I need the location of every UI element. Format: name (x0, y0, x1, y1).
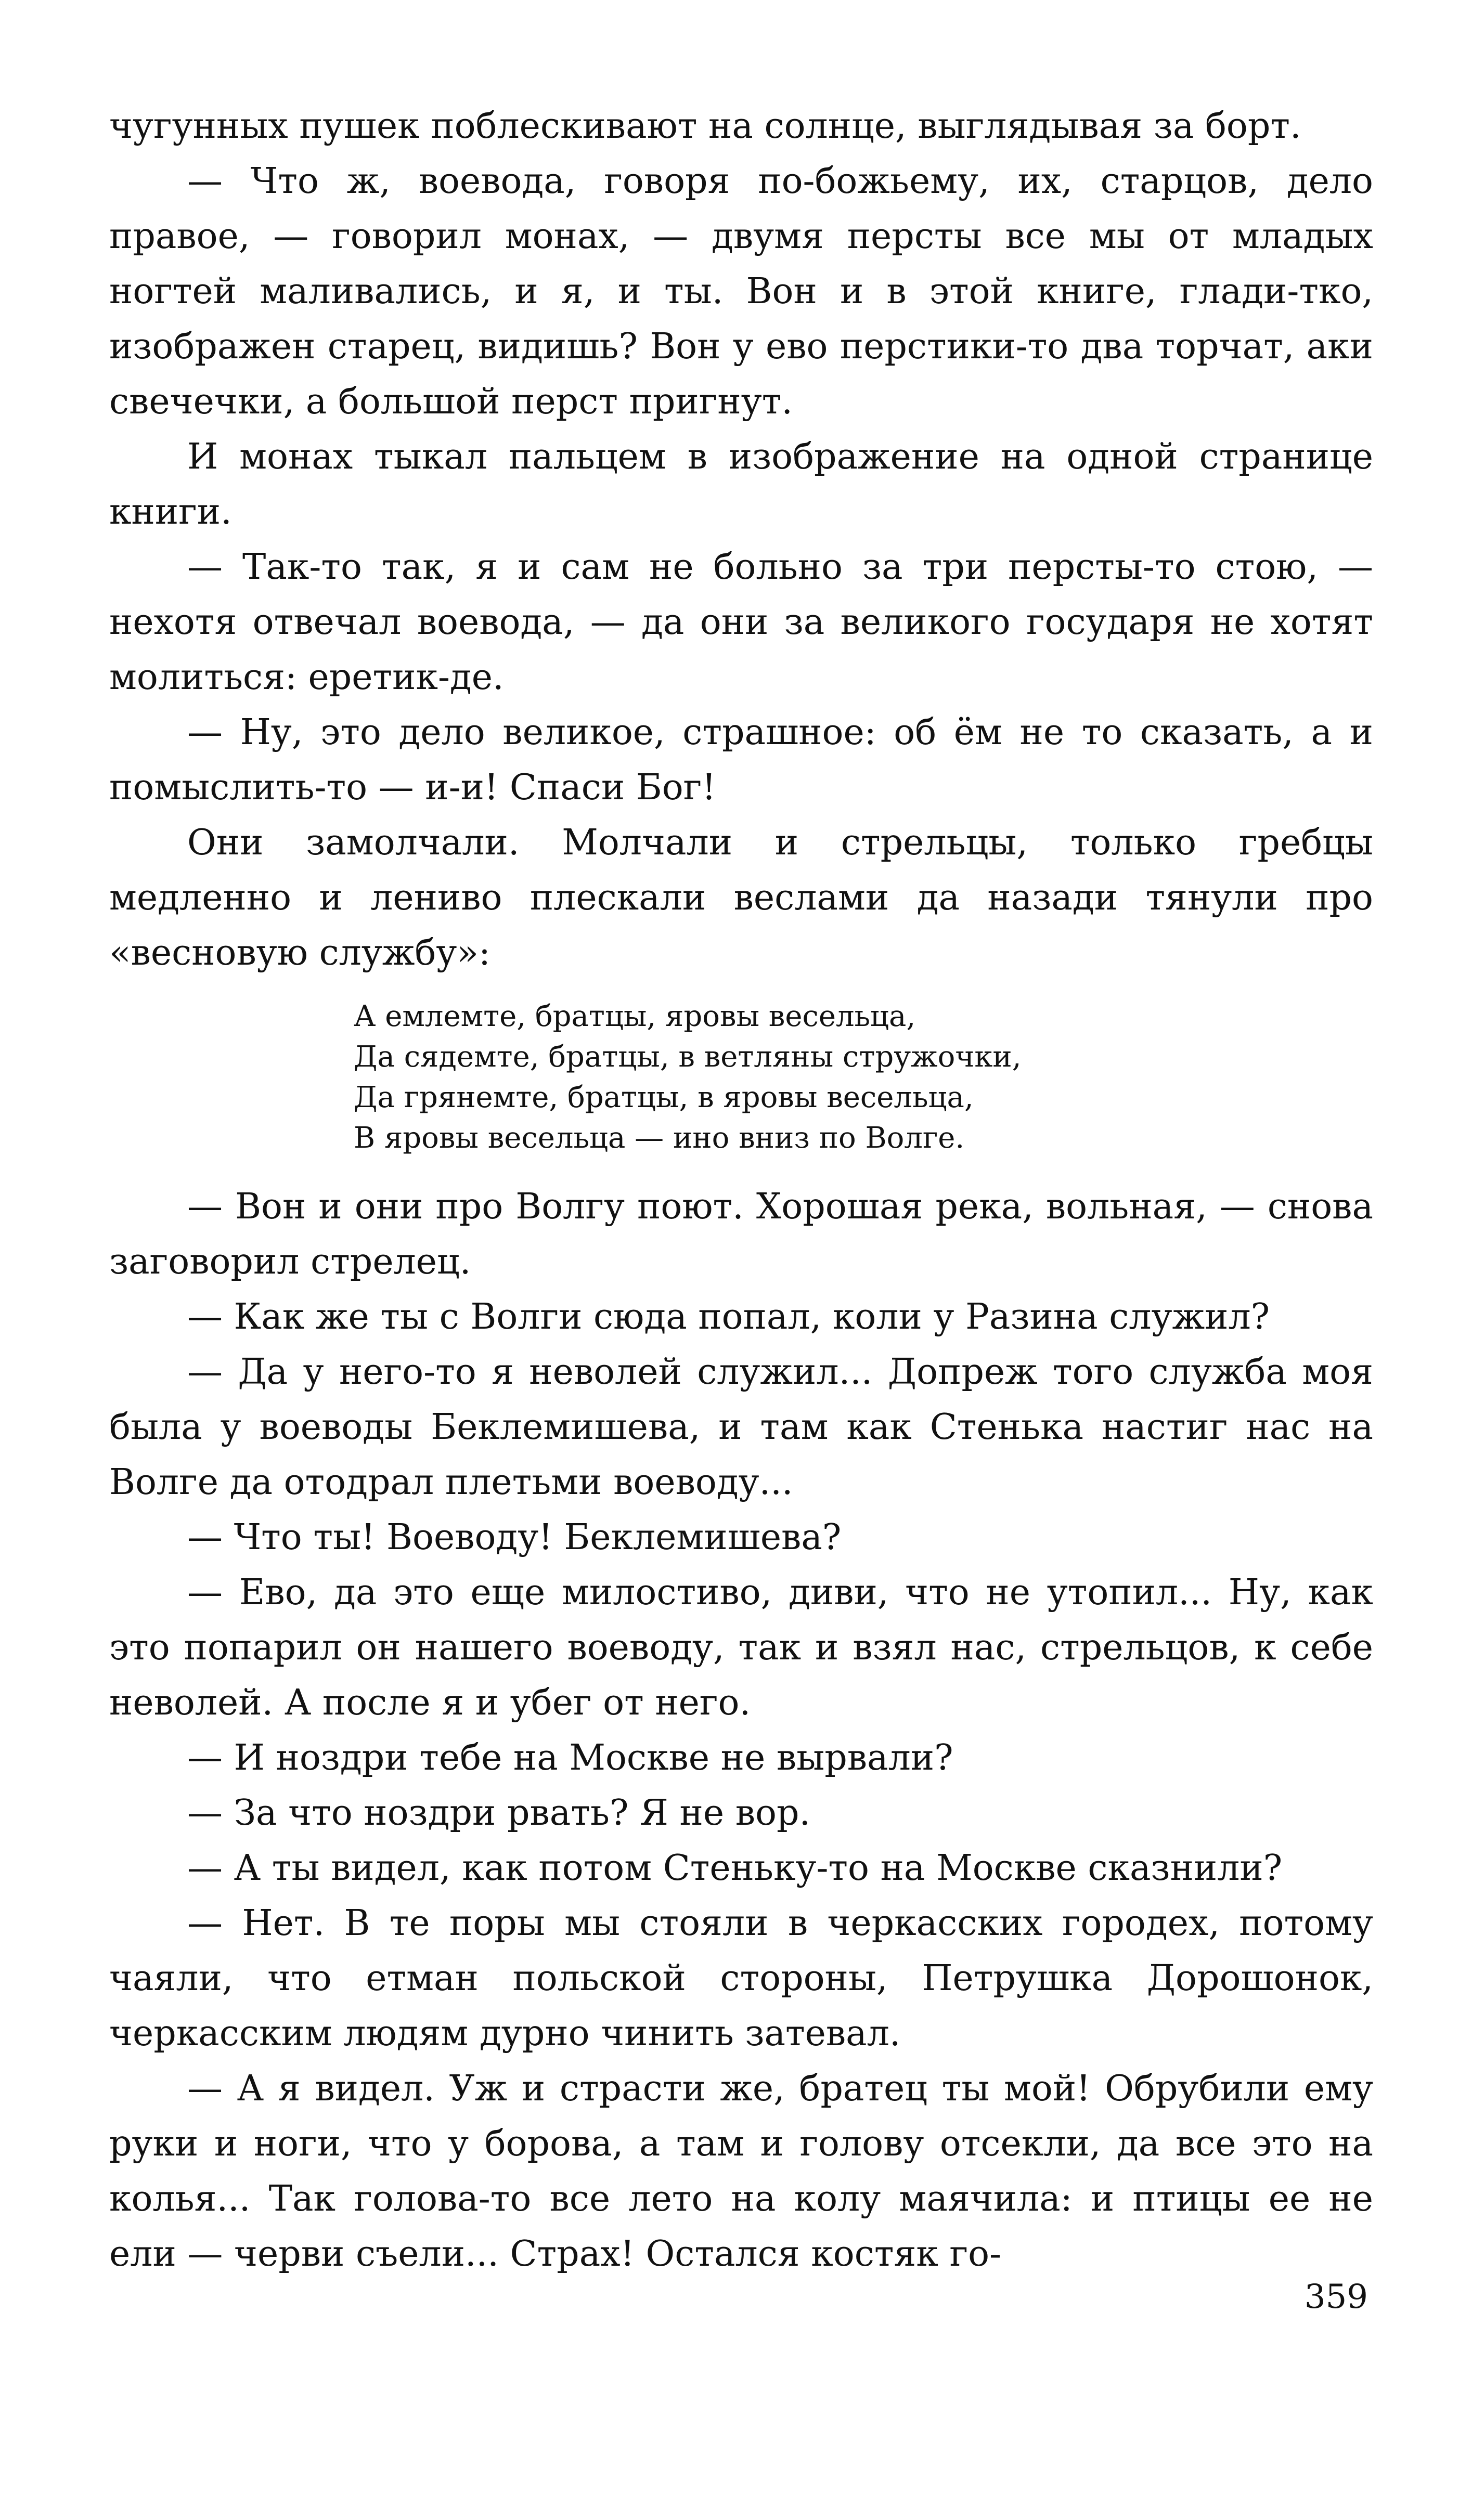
paragraph: — Ну, это дело великое, страшное: об ём не то сказать, а и помыслить-то — и-и! Спаси Бог! (109, 712, 1373, 808)
page-number: 359 (1304, 2278, 1368, 2316)
dialogue-line: — И ноздри тебе на Москве не вырвали? (187, 1737, 953, 1778)
dialogue-line: — Да у него-то я неволей служил... Допреж того служба моя была у воеводы Беклемишева, и там как Стенька настиг нас на Волге да отодрал плетьми воеводу... (109, 1352, 1373, 1503)
paragraph: — Что ж, воевода, говоря по-божьему, их, старцов, дело правое, — говорил монах, — двумя персты все мы от младых ногтей маливались, и я, и ты. Вон и в этой книге, глади-тко, изображен старец, видишь? Вон у ево перстики-то два торчат, аки свечечки, а большой перст пригнут. (109, 161, 1373, 422)
song-verse (354, 996, 1373, 1159)
dialogue-line: — Как же ты с Волги сюда попал, коли у Разина служил? (187, 1296, 1270, 1337)
dialogue-line: — За что ноздри рвать? Я не вор. (187, 1792, 811, 1834)
verse-line: В яровы весельца — ино вниз по Волге. (354, 1121, 965, 1155)
dialogue-line: — А ты видел, как потом Стеньку-то на Москве сказнили? (187, 1848, 1283, 1889)
dialogue-line: — Нет. В те поры мы стояли в черкасских городех, потому чаяли, что етман польской стороны, Петрушка Дорошонок, черкасским людям дурно чинить затевал. (109, 1903, 1373, 2054)
dialogue-line: — Что ты! Воеводу! Беклемишева? (187, 1517, 842, 1558)
paragraph: чугунных пушек поблескивают на солнце, выглядывая за борт. (109, 106, 1301, 147)
verse-line: Да сядемте, братцы, в ветляны стружочки, (354, 1040, 1022, 1074)
dialogue-line: — Вон и они про Волгу поют. Хорошая река, вольная, — снова заговорил стрелец. (109, 1186, 1373, 1282)
paragraph: Они замолчали. Молчали и стрельцы, только гребцы медленно и лениво плескали веслами да назади тянули про «весновую службу»: (109, 822, 1373, 973)
dialogue-line: — А я видел. Уж и страсти же, братец ты мой! Обрубили ему руки и ноги, что у борова, а там и голову отсекли, да все это на колья... Так голова-то все лето на колу маячила: и птицы ее не ели — черви съели... Страх! Остался костяк го- (109, 2068, 1373, 2275)
paragraph: — Так-то так, я и сам не больно за три персты-то стою, — нехотя отвечал воевода, — да они за великого государя не хотят молиться: еретик-де. (109, 547, 1373, 698)
dialogue-line: — Ево, да это еще милостиво, диви, что не утопил... Ну, как это попарил он нашего воеводу, так и взял нас, стрельцов, к себе неволей. А после я и убег от него. (109, 1572, 1373, 1723)
verse-line: А емлемте, братцы, яровы весельца, (354, 999, 916, 1033)
verse-line: Да грянемте, братцы, в яровы весельца, (354, 1081, 974, 1114)
paragraph: И монах тыкал пальцем в изображение на одной странице книги. (109, 436, 1373, 532)
main-text (109, 99, 1373, 2282)
